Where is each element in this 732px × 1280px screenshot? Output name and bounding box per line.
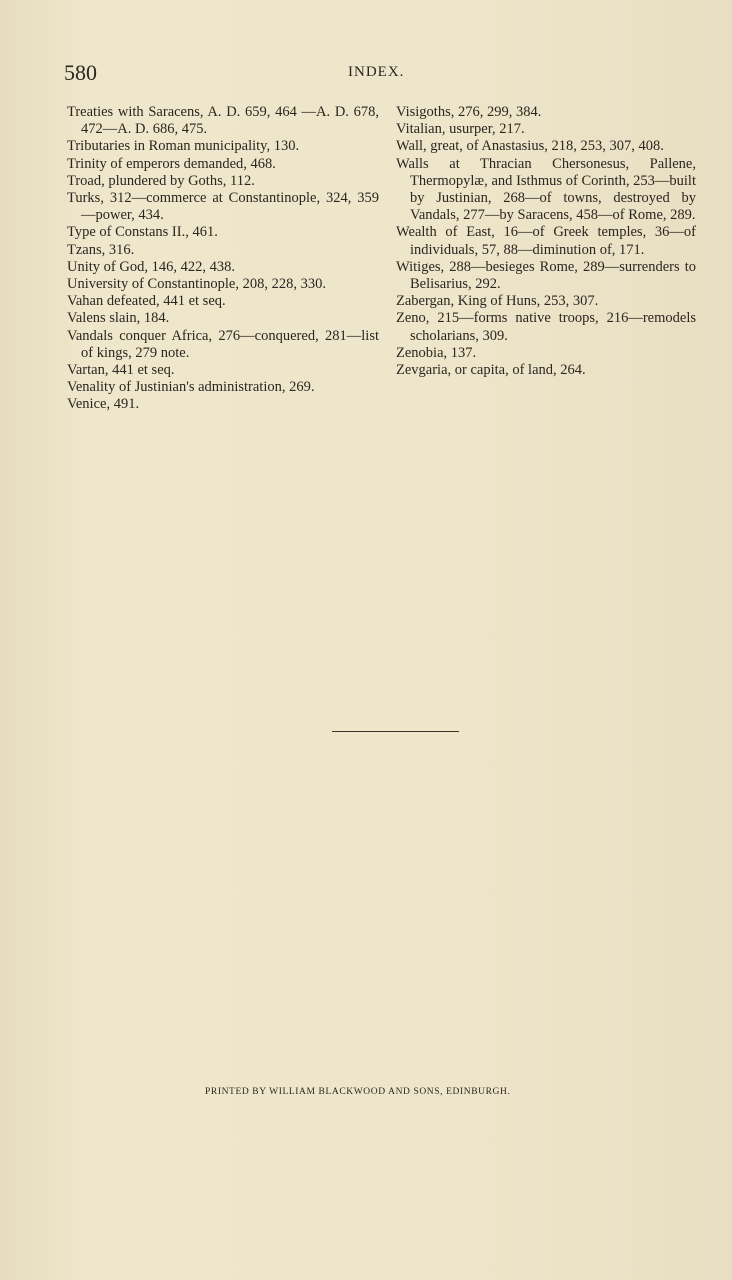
index-entry: Wealth of East, 16—of Greek temples, 36—of individuals, 57, 88—diminution of, 171. xyxy=(396,224,696,258)
page-number: 580 xyxy=(64,60,97,85)
index-entry: Troad, plundered by Goths, 112. xyxy=(67,172,255,189)
index-column-left xyxy=(67,104,379,414)
index-entry: Unity of God, 146, 422, 438. xyxy=(67,258,235,275)
index-entry: Vitalian, usurper, 217. xyxy=(396,121,525,138)
index-entry: Zabergan, King of Huns, 253, 307. xyxy=(396,293,599,310)
index-entry: Witiges, 288—besieges Rome, 289—surrenders to Belisarius, 292. xyxy=(396,258,696,293)
index-entry: Valens slain, 184. xyxy=(67,310,170,327)
index-entry: Type of Constans II., 461. xyxy=(67,224,218,241)
index-entry: Vandals conquer Africa, 276—conquered, 281—list of kings, 279 note. xyxy=(67,327,379,361)
index-entry: Vartan, 441 et seq. xyxy=(67,362,175,379)
index-entry: Visigoths, 276, 299, 384. xyxy=(396,104,542,120)
index-entry: Venality of Justinian's administration, 269. xyxy=(67,379,315,396)
index-entry: University of Constantinople, 208, 228, 330. xyxy=(67,276,326,293)
index-entry: Walls at Thracian Chersonesus, Pallene, Thermopylæ, and Isthmus of Corinth, 253—built by Justinian, 268—of towns, destroyed by Vandals, 277—by Saracens, 458—of Rome, 289. xyxy=(396,155,696,224)
index-entry: Wall, great, of Anastasius, 218, 253, 307, 408. xyxy=(396,138,664,155)
index-entry: Treaties with Saracens, A. D. 659, 464 —A. D. 678, 472—A. D. 686, 475. xyxy=(67,104,379,138)
index-entry: Tributaries in Roman municipality, 130. xyxy=(67,138,300,155)
index-column-right xyxy=(396,104,696,379)
index-entry: Zenobia, 137. xyxy=(396,344,477,361)
printer-imprint: PRINTED BY WILLIAM BLACKWOOD AND SONS, EDINBURGH. xyxy=(205,1087,511,1097)
index-entry: Turks, 312—commerce at Constantinople, 324, 359—power, 434. xyxy=(67,190,379,224)
index-entry: Venice, 491. xyxy=(67,396,140,413)
running-head: INDEX. xyxy=(348,64,405,80)
index-entry: Trinity of emperors demanded, 468. xyxy=(67,155,276,172)
page-header xyxy=(64,60,704,90)
index-entry: Vahan defeated, 441 et seq. xyxy=(67,293,226,310)
index-entry: Tzans, 316. xyxy=(67,241,135,258)
index-entry: Zeno, 215—forms native troops, 216—remodels scholarians, 309. xyxy=(396,310,696,344)
section-divider xyxy=(332,731,459,732)
index-entry: Zevgaria, or capita, of land, 264. xyxy=(396,362,586,379)
